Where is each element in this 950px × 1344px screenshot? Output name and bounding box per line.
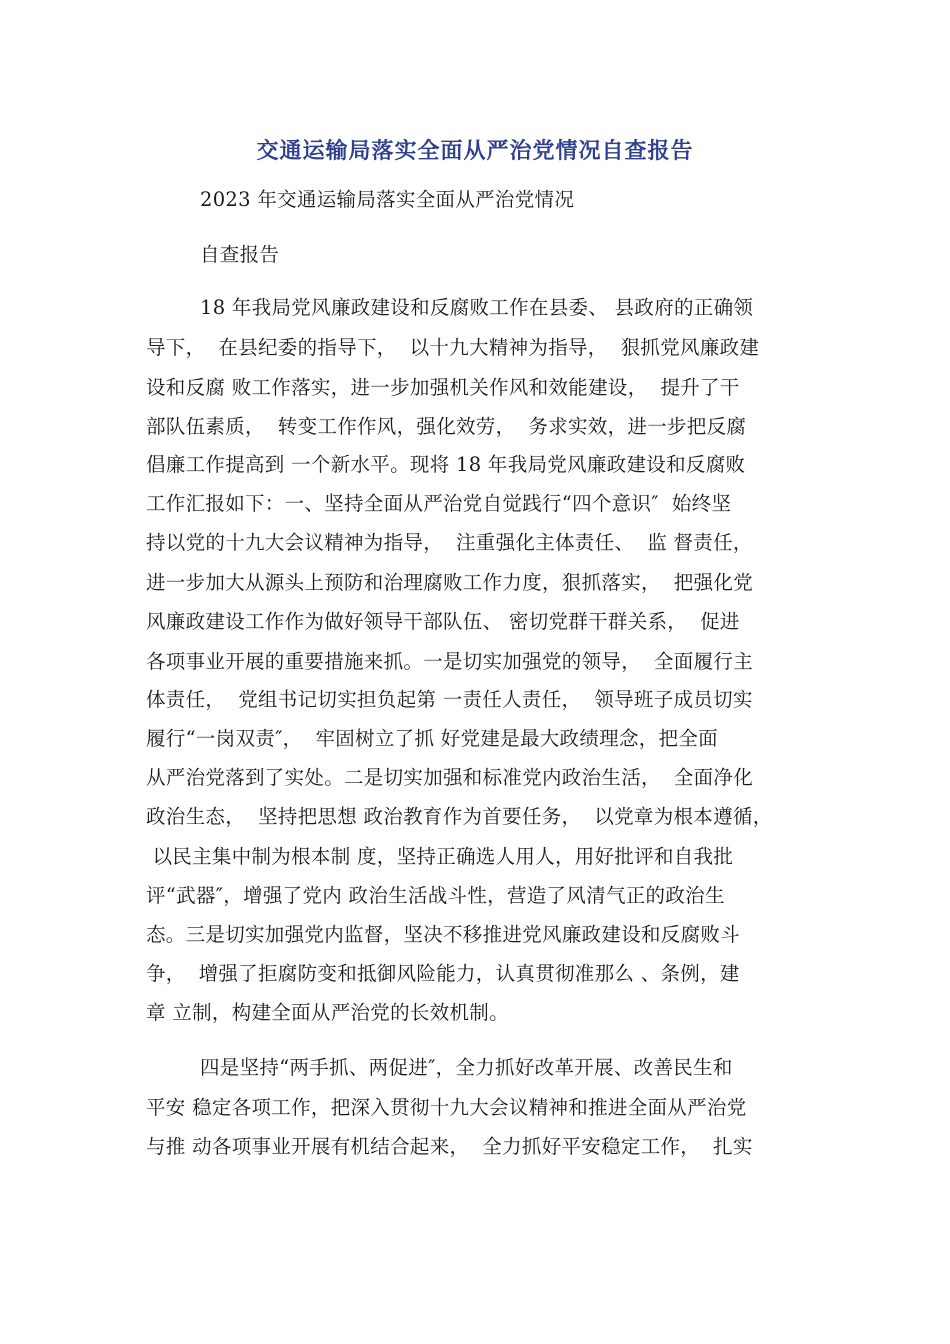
paragraph-line: 政治生态， 坚持把思想 政治教育作为首要任务， 以党章为根本遵循， bbox=[146, 805, 773, 828]
paragraph-line: 四是坚持“两手抓、两促进″，全力抓好改革开展、改善民生和 bbox=[200, 1056, 733, 1079]
paragraph-line: 与推 动各项事业开展有机结合起来， 全力抓好平安稳定工作， 扎实 bbox=[146, 1135, 753, 1158]
paragraph-line: 持以党的十九大会议精神为指导， 注重强化主体责任、 监 督责任， bbox=[146, 531, 753, 554]
paragraph-line: 部队伍素质， 转变工作作风，强化效劳， 务求实效，进一步把反腐 bbox=[146, 415, 747, 438]
paragraph-line: 各项事业开展的重要措施来抓。一是切实加强党的领导， 全面履行主 bbox=[146, 650, 753, 673]
subtitle-line: 自查报告 bbox=[200, 243, 280, 266]
paragraph-line: 导下， 在县纪委的指导下， 以十九大精神为指导， 狠抓党风廉政建 bbox=[146, 336, 760, 359]
paragraph-line: 倡廉工作提高到 一个新水平。现将 18 年我局党风廉政建设和反腐败 bbox=[146, 453, 746, 476]
paragraph-line: 从严治党落到了实处。二是切实加强和标准党内政治生活， 全面净化 bbox=[146, 766, 753, 789]
paragraph-line: 18 年我局党风廉政建设和反腐败工作在县委、 县政府的正确领 bbox=[200, 296, 754, 319]
paragraph-line: 平安 稳定各项工作，把深入贯彻十九大会议精神和推进全面从严治党 bbox=[146, 1096, 747, 1119]
paragraph-line: 争， 增强了拒腐防变和抵御风险能力，认真贯彻准那么 、条例，建 bbox=[146, 962, 740, 985]
paragraph-line: 章 立制，构建全面从严治党的长效机制。 bbox=[146, 1001, 509, 1024]
paragraph-line: 体责任， 党组书记切实担负起第 一责任人责任， 领导班子成员切实 bbox=[146, 688, 753, 711]
document-title: 交通运输局落实全面从严治党情况自查报告 bbox=[256, 139, 694, 164]
paragraph-line: 以民主集中制为根本制 度，坚持正确选人用人，用好批评和自我批 bbox=[146, 845, 734, 868]
paragraph-line: 态。三是切实加强党内监督，坚决不移推进党风廉政建设和反腐败斗 bbox=[146, 923, 741, 946]
paragraph-line: 履行“一岗双责″， 牢固树立了抓 好党建是最大政绩理念，把全面 bbox=[146, 727, 718, 750]
paragraph-line: 设和反腐 败工作落实，进一步加强机关作风和效能建设， 提升了干 bbox=[146, 376, 740, 399]
paragraph-line: 工作汇报如下：一、坚持全面从严治党自觉践行“四个意识″ 始终坚 bbox=[146, 492, 732, 515]
paragraph-line: 进一步加大从源头上预防和治理腐败工作力度，狠抓落实， 把强化党 bbox=[146, 571, 753, 594]
paragraph-line: 风廉政建设工作作为做好领导干部队伍、 密切党群干群关系， 促进 bbox=[146, 610, 740, 633]
paragraph-line: 评“武器″，增强了党内 政治生活战斗性，营造了风清气正的政治生 bbox=[146, 884, 725, 907]
subtitle-line: 2023 年交通运输局落实全面从严治党情况 bbox=[200, 188, 575, 211]
